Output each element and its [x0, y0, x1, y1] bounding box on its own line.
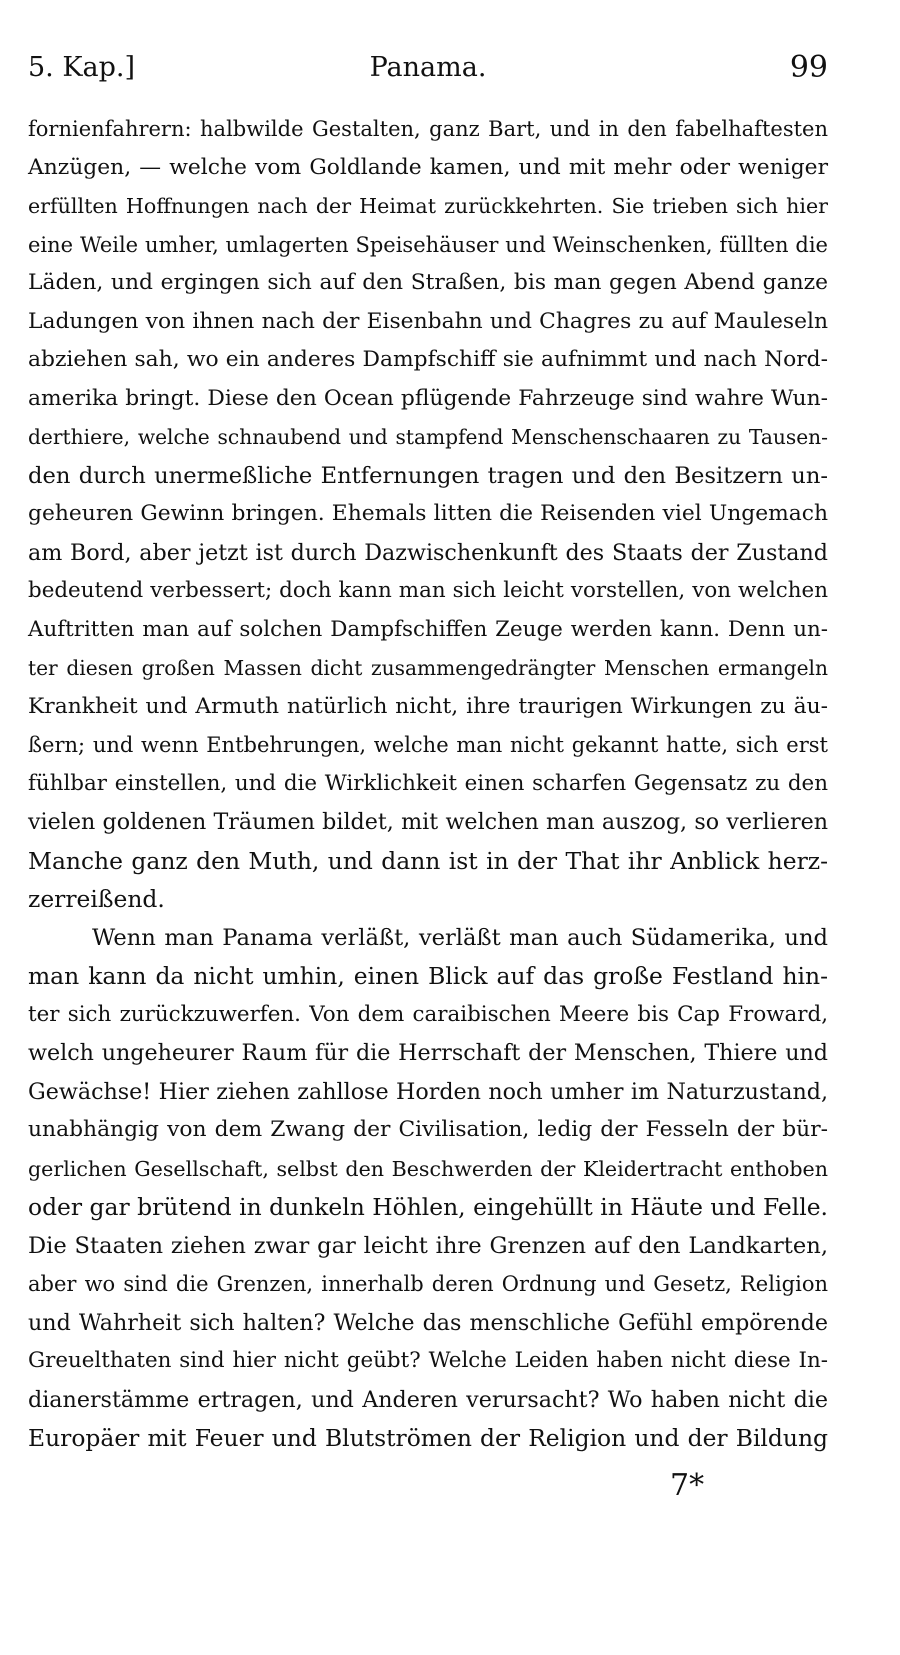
text-line: man kann da nicht umhin, einen Blick auf das große Festland hin-	[28, 962, 828, 990]
text-line: erfüllten Hoffnungen nach der Heimat zurückkehrten. Sie trieben sich hier	[28, 194, 828, 218]
signature-mark: 7*	[670, 1468, 705, 1503]
text-line: Auftritten man auf solchen Dampfschiffen Zeuge werden kann. Denn un-	[28, 616, 828, 642]
text-line: welch ungeheurer Raum für die Herrschaft der Menschen, Thiere und	[28, 1040, 828, 1066]
chapter-label: 5. Kap.]	[28, 52, 136, 83]
text-line: derthiere, welche schnaubend und stampfend Menschenschaaren zu Tausen-	[28, 425, 828, 449]
text-line: aber wo sind die Grenzen, innerhalb deren Ordnung und Gesetz, Religion	[28, 1272, 828, 1296]
text-line: unabhängig von dem Zwang der Civilisation, ledig der Fesseln der bür-	[28, 1117, 828, 1142]
page-header	[28, 48, 828, 88]
text-line: amerika bringt. Diese den Ocean pflügende Fahrzeuge sind wahre Wun-	[28, 385, 828, 411]
text-line: ßern; und wenn Entbehrungen, welche man nicht gekannt hatte, sich erst	[28, 733, 828, 757]
text-line: Krankheit und Armuth natürlich nicht, ihre traurigen Wirkungen zu äu-	[28, 693, 828, 719]
paragraph-end-line: zerreißend.	[28, 885, 165, 913]
text-line: Anzügen, — welche vom Goldlande kamen, und mit mehr oder weniger	[28, 154, 828, 180]
text-line: bedeutend verbessert; doch kann man sich leicht vorstellen, von welchen	[28, 578, 828, 603]
text-line: fühlbar einstellen, und die Wirklichkeit einen scharfen Gegensatz zu den	[28, 770, 828, 796]
text-line: oder gar brütend in dunkeln Höhlen, eingehüllt in Häute und Felle.	[28, 1193, 828, 1221]
text-line: dianerstämme ertragen, und Anderen verursacht? Wo haben nicht die	[28, 1386, 828, 1413]
text-line: Greuelthaten sind hier nicht geübt? Welche Leiden haben nicht diese In-	[28, 1348, 828, 1373]
text-line: am Bord, aber jetzt ist durch Dazwischenkunft des Staats der Zustand	[28, 539, 828, 566]
paragraph-start-line: Wenn man Panama verläßt, verläßt man auch Südamerika, und	[92, 924, 828, 951]
text-line: Läden, und ergingen sich auf den Straßen, bis man gegen Abend ganze	[28, 270, 828, 295]
text-line: Gewächse! Hier ziehen zahllose Horden noch umher im Naturzustand,	[28, 1078, 828, 1105]
text-line: den durch unermeßliche Entfernungen tragen und den Besitzern un-	[28, 462, 828, 489]
text-line: ter sich zurückzuwerfen. Von dem caraibischen Meere bis Cap Froward,	[28, 1001, 828, 1027]
text-line: Ladungen von ihnen nach der Eisenbahn und Chagres zu auf Mauleseln	[28, 308, 828, 334]
text-line: fornienfahrern: halbwilde Gestalten, ganz Bart, und in den fabelhaftesten	[28, 117, 828, 141]
text-line: eine Weile umher, umlagerten Speisehäuser und Weinschenken, füllten die	[28, 232, 828, 257]
text-line: abziehen sah, wo ein anderes Dampfschiff sie aufnimmt und nach Nord-	[28, 347, 828, 372]
running-title: Panama.	[369, 52, 487, 83]
page-number: 99	[789, 50, 828, 85]
text-line: vielen goldenen Träumen bildet, mit welchen man auszog, so verlieren	[28, 809, 828, 835]
text-line: geheuren Gewinn bringen. Ehemals litten die Reisenden viel Ungemach	[28, 501, 828, 526]
text-line: Europäer mit Feuer und Blutströmen der Religion und der Bildung	[28, 1424, 828, 1452]
body-text	[28, 110, 828, 1458]
text-line: Die Staaten ziehen zwar gar leicht ihre Grenzen auf den Landkarten,	[28, 1232, 828, 1259]
text-line: und Wahrheit sich halten? Welche das menschliche Gefühl empörende	[28, 1309, 828, 1336]
text-line: gerlichen Gesellschaft, selbst den Beschwerden der Kleidertracht enthoben	[28, 1156, 828, 1181]
text-line: Manche ganz den Muth, und dann ist in der That ihr Anblick herz-	[28, 846, 828, 875]
text-line: ter diesen großen Massen dicht zusammengedrängter Menschen ermangeln	[28, 656, 828, 680]
